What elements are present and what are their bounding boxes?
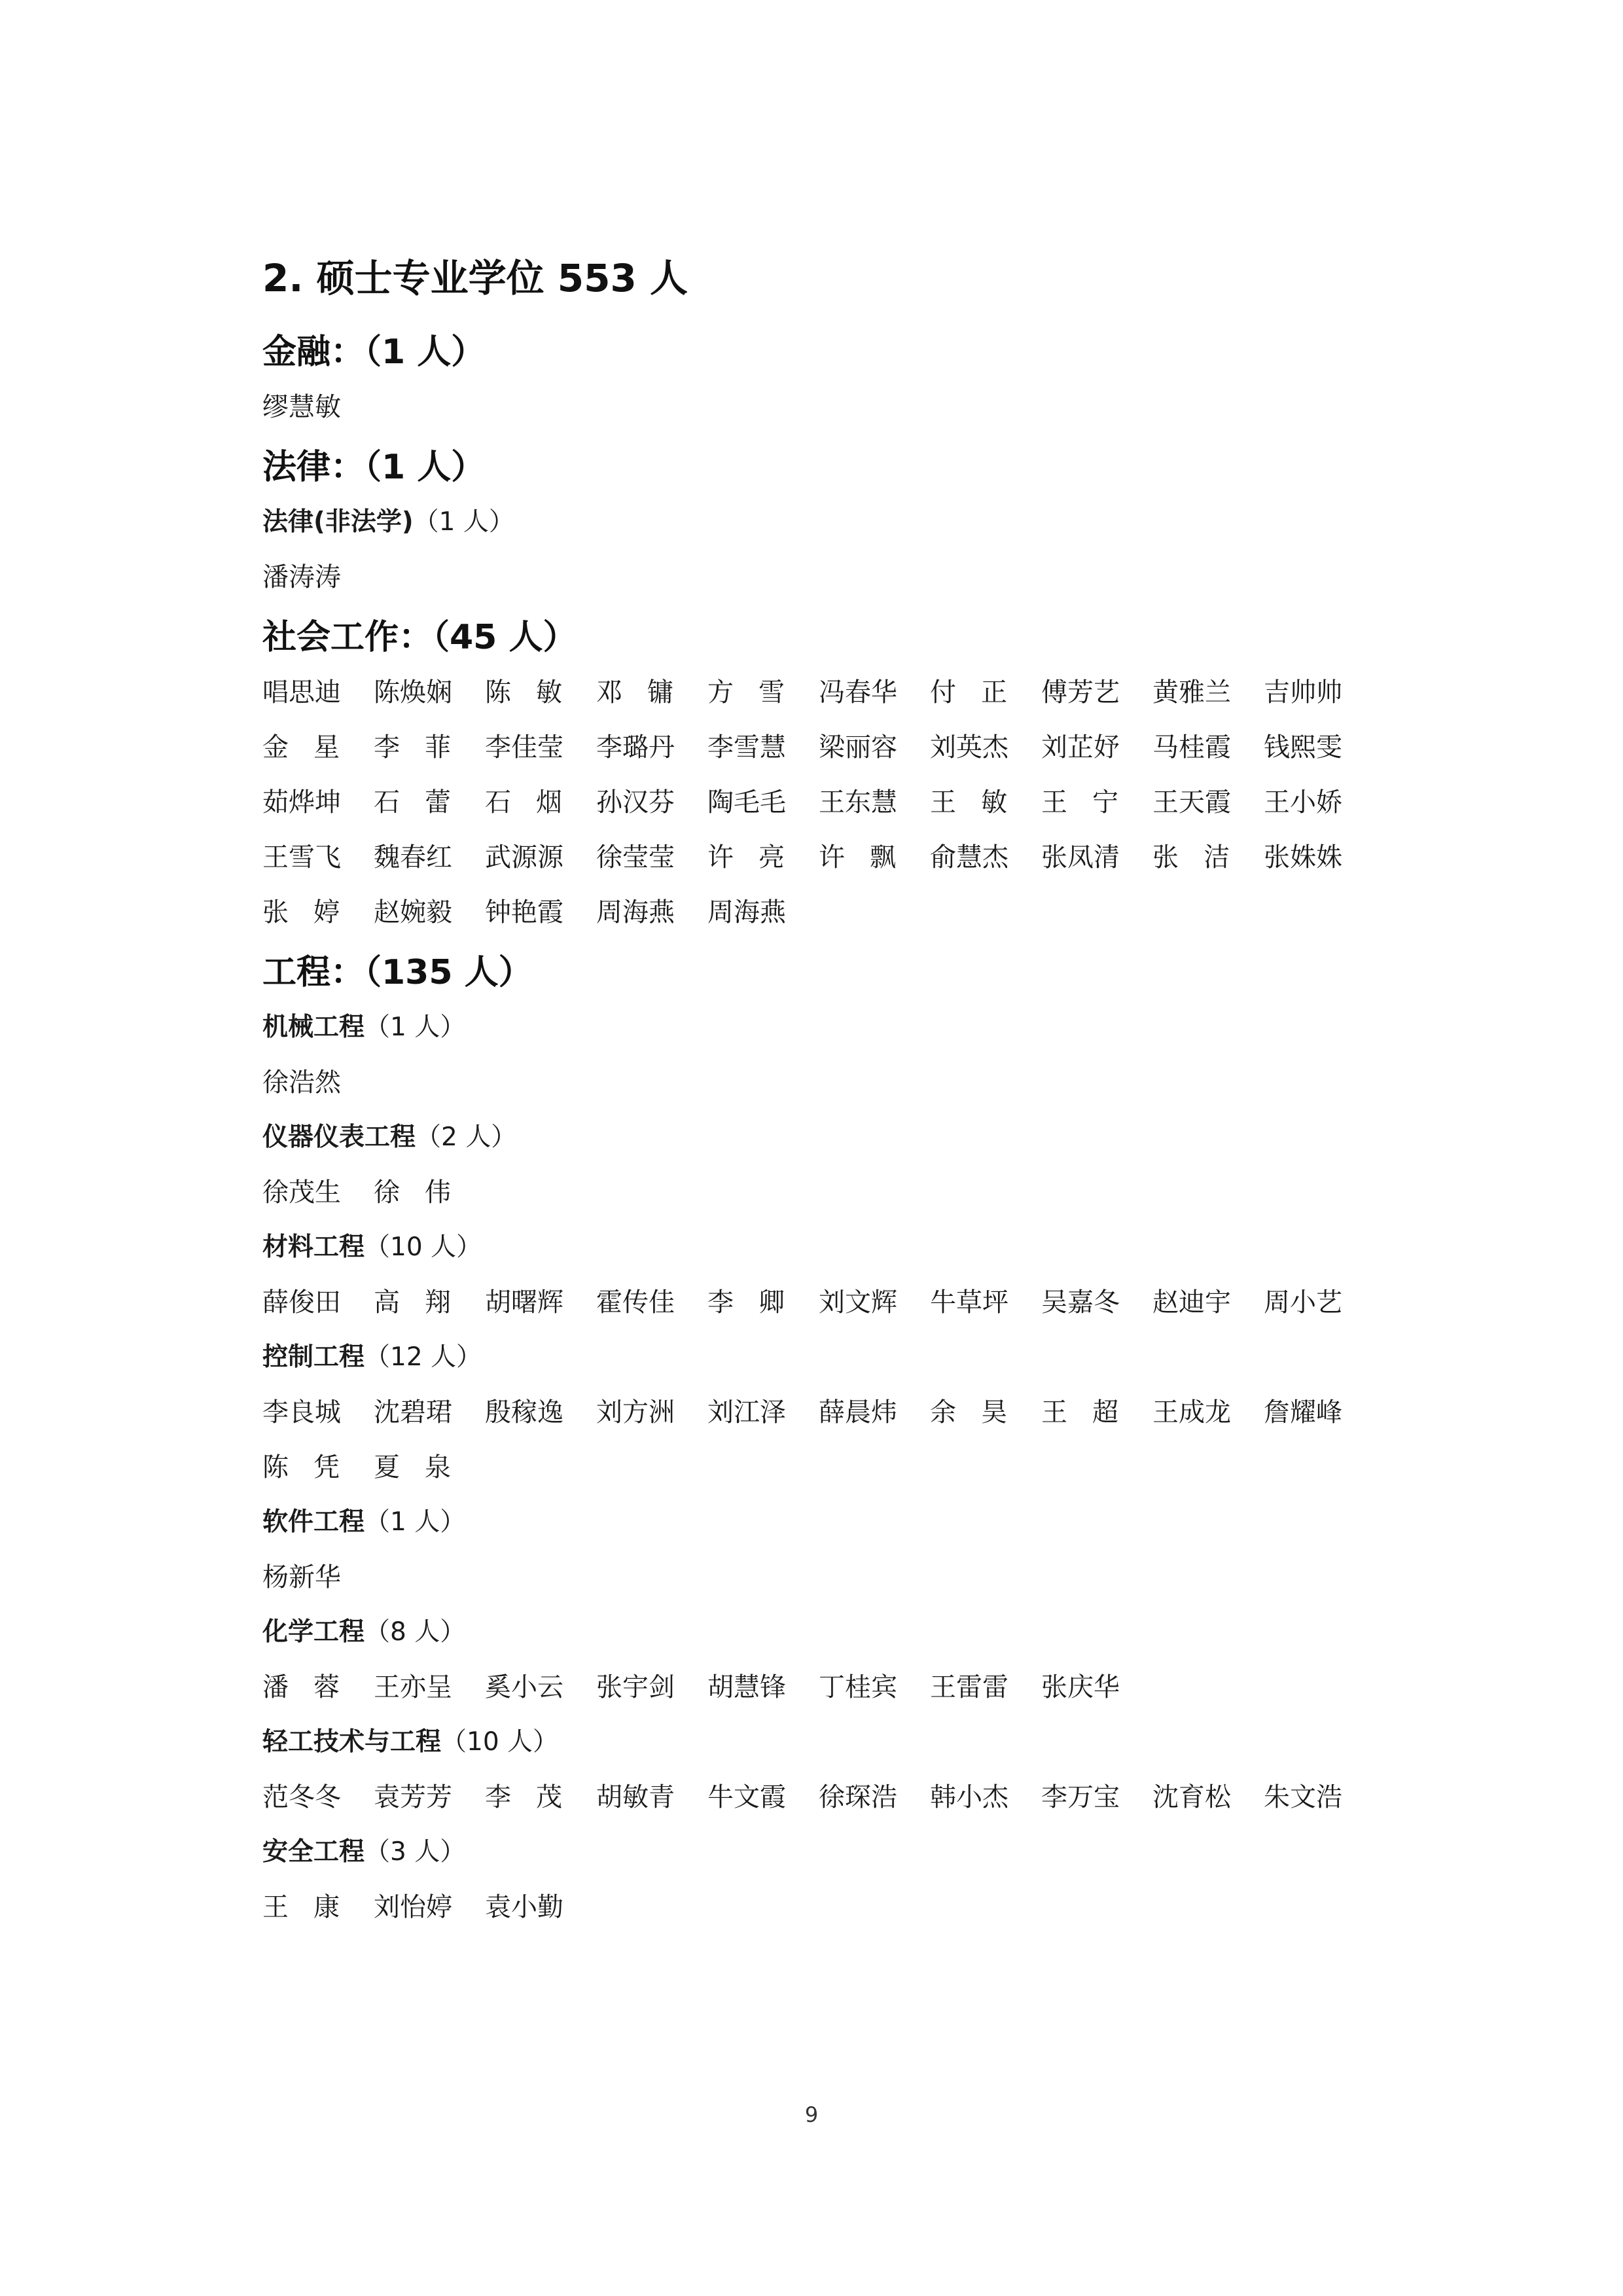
person-name: 王敏 — [930, 787, 1032, 817]
subcategory-heading — [262, 495, 1375, 550]
person-name: 缪慧敏 — [262, 392, 341, 422]
subcategory-count: （1 人） — [413, 507, 514, 537]
person-name: 许飘 — [819, 842, 921, 872]
person-name: 傅芳艺 — [1041, 677, 1120, 708]
person-name: 金星 — [262, 732, 365, 762]
subcategory-title: 控制工程 — [262, 1342, 365, 1372]
subcategory-count: （8 人） — [365, 1617, 466, 1647]
category-heading: 金融：（1 人） — [262, 332, 486, 372]
person-name: 王康 — [262, 1892, 365, 1922]
person-name: 袁芳芳 — [374, 1782, 452, 1812]
name-list — [262, 665, 1375, 940]
person-name: 冯春华 — [819, 677, 897, 708]
person-name: 周海燕 — [707, 897, 786, 927]
subcategory-heading — [262, 1000, 1375, 1055]
person-name: 钟艳霞 — [485, 897, 563, 927]
subcategory-title: 轻工技术与工程 — [262, 1727, 442, 1757]
person-name: 潘蓉 — [262, 1672, 365, 1702]
page-number: 9 — [804, 2102, 819, 2127]
person-name: 范冬冬 — [262, 1782, 341, 1812]
person-name: 刘怡婷 — [374, 1892, 452, 1922]
subcategory-title: 法律(非法学) — [262, 507, 414, 537]
subcategory-count: （1 人） — [365, 1507, 466, 1537]
person-name: 殷稼逸 — [485, 1397, 563, 1427]
person-name: 刘芷妤 — [1041, 732, 1120, 762]
person-name: 徐伟 — [374, 1177, 476, 1208]
person-name: 武源源 — [485, 842, 563, 872]
person-name: 胡慧锋 — [707, 1672, 786, 1702]
name-list — [262, 1055, 1375, 1110]
subcategory-heading — [262, 1715, 1375, 1770]
page-content — [262, 249, 1375, 1935]
person-name: 王天霞 — [1152, 787, 1231, 817]
person-name: 高翔 — [374, 1287, 476, 1318]
person-name: 夏泉 — [374, 1452, 476, 1482]
person-name: 胡曙辉 — [485, 1287, 563, 1318]
category-heading: 社会工作：（45 人） — [262, 618, 577, 657]
person-name: 石烟 — [485, 787, 587, 817]
person-name: 王东慧 — [819, 787, 897, 817]
person-name: 唱思迪 — [262, 677, 341, 708]
name-list — [262, 550, 1375, 605]
person-name: 胡敏青 — [596, 1782, 675, 1812]
subcategory-heading — [262, 1825, 1375, 1880]
person-name: 丁桂宾 — [819, 1672, 897, 1702]
person-name: 王超 — [1041, 1397, 1143, 1427]
subcategory-heading — [262, 1495, 1375, 1550]
person-name: 刘英杰 — [930, 732, 1008, 762]
person-name: 陈焕娴 — [374, 677, 452, 708]
person-name: 赵婉毅 — [374, 897, 452, 927]
subcategory-title: 化学工程 — [262, 1617, 365, 1647]
person-name: 韩小杰 — [930, 1782, 1008, 1812]
person-name: 薛晨炜 — [819, 1397, 897, 1427]
name-list — [262, 1385, 1375, 1495]
subcategory-count: （10 人） — [441, 1727, 559, 1757]
person-name: 徐琛浩 — [819, 1782, 897, 1812]
person-name: 李佳莹 — [485, 732, 563, 762]
person-name: 刘江泽 — [707, 1397, 786, 1427]
person-name: 李茂 — [485, 1782, 587, 1812]
subcategory-title: 材料工程 — [262, 1232, 365, 1262]
person-name: 沈育松 — [1152, 1782, 1231, 1812]
person-name: 张庆华 — [1041, 1672, 1120, 1702]
person-name: 方雪 — [707, 677, 810, 708]
person-name: 刘方洲 — [596, 1397, 675, 1427]
person-name: 牛文霞 — [707, 1782, 786, 1812]
person-name: 周海燕 — [596, 897, 675, 927]
person-name: 陶毛毛 — [707, 787, 786, 817]
name-list — [262, 1275, 1375, 1330]
subcategory-title: 软件工程 — [262, 1507, 365, 1537]
person-name: 许亮 — [707, 842, 810, 872]
person-name: 徐莹莹 — [596, 842, 675, 872]
person-name: 孙汉芬 — [596, 787, 675, 817]
category-heading: 工程：（135 人） — [262, 953, 533, 992]
person-name: 王成龙 — [1152, 1397, 1231, 1427]
subcategory-title: 仪器仪表工程 — [262, 1122, 416, 1152]
person-name: 袁小勤 — [485, 1892, 563, 1922]
name-list — [262, 1660, 1375, 1715]
person-name: 李雪慧 — [707, 732, 786, 762]
person-name: 霍传佳 — [596, 1287, 675, 1318]
category-list — [262, 325, 1375, 1935]
person-name: 王宁 — [1041, 787, 1143, 817]
person-name: 张宇剑 — [596, 1672, 675, 1702]
person-name: 付正 — [930, 677, 1032, 708]
person-name: 张婷 — [262, 897, 365, 927]
person-name: 朱文浩 — [1264, 1782, 1342, 1812]
person-name: 李良城 — [262, 1397, 341, 1427]
person-name: 李菲 — [374, 732, 476, 762]
subcategory-count: （3 人） — [365, 1837, 466, 1867]
name-list — [262, 1550, 1375, 1605]
person-name: 邓镛 — [596, 677, 698, 708]
person-name: 茹烨坤 — [262, 787, 341, 817]
person-name: 周小艺 — [1264, 1287, 1342, 1318]
person-name: 陈敏 — [485, 677, 587, 708]
person-name: 吉帅帅 — [1264, 677, 1342, 708]
subcategory-count: （1 人） — [365, 1013, 466, 1042]
person-name: 张姝姝 — [1264, 842, 1342, 872]
person-name: 沈碧珺 — [374, 1397, 452, 1427]
person-name: 薛俊田 — [262, 1287, 341, 1318]
name-list — [262, 1770, 1375, 1825]
person-name: 王亦呈 — [374, 1672, 452, 1702]
person-name: 梁丽容 — [819, 732, 897, 762]
person-name: 吴嘉冬 — [1041, 1287, 1120, 1318]
person-name: 张凤清 — [1041, 842, 1120, 872]
person-name: 王小娇 — [1264, 787, 1342, 817]
subcategory-heading — [262, 1330, 1375, 1385]
person-name: 钱熙雯 — [1264, 732, 1342, 762]
person-name: 詹耀峰 — [1264, 1397, 1342, 1427]
subcategory-heading — [262, 1220, 1375, 1275]
subcategory-title: 机械工程 — [262, 1013, 365, 1042]
section-heading: 2. 硕士专业学位 553 人 — [262, 256, 688, 300]
person-name: 王雷雷 — [930, 1672, 1008, 1702]
subcategory-heading — [262, 1110, 1375, 1165]
person-name: 赵迪宇 — [1152, 1287, 1231, 1318]
person-name: 魏春红 — [374, 842, 452, 872]
person-name: 奚小云 — [485, 1672, 563, 1702]
person-name: 徐茂生 — [262, 1177, 341, 1208]
person-name: 余昊 — [930, 1397, 1032, 1427]
person-name: 牛草坪 — [930, 1287, 1008, 1318]
subcategory-title: 安全工程 — [262, 1837, 365, 1867]
person-name: 李璐丹 — [596, 732, 675, 762]
person-name: 杨新华 — [262, 1562, 341, 1592]
subcategory-heading — [262, 1605, 1375, 1660]
category-heading: 法律：（1 人） — [262, 448, 486, 487]
subcategory-count: （12 人） — [365, 1342, 482, 1372]
person-name: 石蕾 — [374, 787, 476, 817]
subcategory-count: （2 人） — [416, 1122, 517, 1152]
person-name: 潘涛涛 — [262, 562, 341, 592]
person-name: 马桂霞 — [1152, 732, 1231, 762]
person-name: 张洁 — [1152, 842, 1255, 872]
subcategory-count: （10 人） — [365, 1232, 482, 1262]
person-name: 陈凭 — [262, 1452, 365, 1482]
person-name: 王雪飞 — [262, 842, 341, 872]
person-name: 刘文辉 — [819, 1287, 897, 1318]
person-name: 李卿 — [707, 1287, 810, 1318]
person-name: 徐浩然 — [262, 1067, 341, 1098]
person-name: 俞慧杰 — [930, 842, 1008, 872]
person-name: 黄雅兰 — [1152, 677, 1231, 708]
name-list — [262, 1165, 1375, 1220]
name-list — [262, 1880, 1375, 1935]
person-name: 李万宝 — [1041, 1782, 1120, 1812]
name-list — [262, 380, 1375, 435]
